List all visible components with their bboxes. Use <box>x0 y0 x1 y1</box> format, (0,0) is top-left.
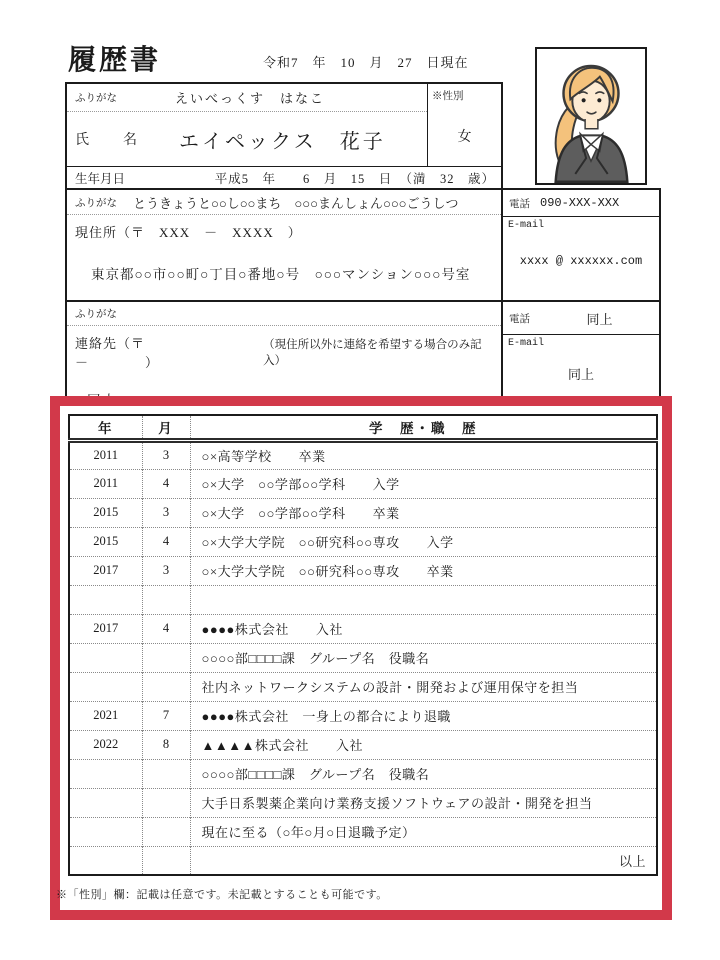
contact-phone-email-section <box>501 300 661 400</box>
month-cell: 8 <box>142 730 190 759</box>
gender-cell <box>427 84 501 166</box>
contact-section <box>65 300 503 400</box>
history-cell: ○×大学大学院 ○○研究科○○専攻 入学 <box>190 527 657 556</box>
phone-value: 090-XXX-XXX <box>540 196 620 210</box>
history-cell: ○×大学 ○○学部○○学科 卒業 <box>190 498 657 527</box>
table-row <box>69 730 657 759</box>
email-label: E-mail <box>508 220 545 231</box>
history-cell <box>190 585 657 614</box>
month-cell <box>142 585 190 614</box>
table-header-row <box>69 415 657 440</box>
month-header: 月 <box>142 415 190 440</box>
table-row <box>69 440 657 469</box>
name-row <box>67 112 427 166</box>
name-label: 氏 名 <box>75 133 139 148</box>
table-row <box>69 672 657 701</box>
table-row <box>69 759 657 788</box>
contact-label: 連絡先（〒 － ） <box>75 336 188 370</box>
table-row <box>69 614 657 643</box>
name-section <box>65 82 503 190</box>
history-cell: ○○○○部□□□□課 グループ名 役職名 <box>190 643 657 672</box>
history-cell: ○○○○部□□□□課 グループ名 役職名 <box>190 759 657 788</box>
photo-box <box>535 47 647 185</box>
month-cell <box>142 643 190 672</box>
month-cell: 4 <box>142 614 190 643</box>
contact-note: （現住所以外に連絡を希望する場合のみ記入） <box>263 339 482 367</box>
furigana-value: えいべっくす はなこ <box>175 91 326 106</box>
month-cell: 3 <box>142 556 190 585</box>
year-cell: 2011 <box>69 469 142 498</box>
month-cell: 4 <box>142 527 190 556</box>
month-cell <box>142 817 190 846</box>
year-cell <box>69 788 142 817</box>
history-cell: ▲▲▲▲株式会社 入社 <box>190 730 657 759</box>
month-cell: 3 <box>142 440 190 469</box>
history-cell: ○×大学 ○○学部○○学科 入学 <box>190 469 657 498</box>
table-row <box>69 788 657 817</box>
address-section <box>65 188 503 302</box>
history-cell: ○×高等学校 卒業 <box>201 449 326 464</box>
contact-phone-row <box>503 302 659 335</box>
furigana-label: ふりがな <box>75 309 117 320</box>
year-cell: 2015 <box>69 498 142 527</box>
table-row <box>69 817 657 846</box>
gender-footnote: ※「性別」欄：記載は任意です。未記載とすることも可能です。 <box>56 889 388 901</box>
address-furigana-row <box>67 190 501 215</box>
history-cell: ●●●●株式会社 一身上の都合により退職 <box>190 701 657 730</box>
email-cell <box>503 217 659 300</box>
birthdate-label: 生年月日 <box>75 171 126 186</box>
gender-label: ※性別 <box>432 91 464 102</box>
furigana-label: ふりがな <box>75 197 117 209</box>
phone-row <box>503 190 659 217</box>
year-cell: 2022 <box>69 730 142 759</box>
address-value: 東京都○○市○○町○丁目○番地○号 ○○○マンション○○○号室 <box>91 267 471 282</box>
month-cell <box>142 788 190 817</box>
contact-furigana-row <box>67 302 501 326</box>
name-furigana-row <box>67 84 427 112</box>
year-cell: 2021 <box>69 701 142 730</box>
year-cell <box>69 846 142 875</box>
history-highlight-box <box>50 396 672 920</box>
history-table-body <box>69 440 657 875</box>
current-date: 令和7 年 10 月 27 日現在 <box>263 55 469 70</box>
email-value: xxxx @ xxxxxx.com <box>519 253 643 268</box>
table-row <box>69 469 657 498</box>
email-label: E-mail <box>508 338 545 349</box>
year-header: 年 <box>69 415 142 440</box>
address-furigana-value: とうきょうと○○し○○まち ○○○まんしょん○○○ごうしつ <box>133 195 459 211</box>
year-cell <box>69 585 142 614</box>
month-cell: 7 <box>142 701 190 730</box>
history-cell: 社内ネットワークシステムの設計・開発および運用保守を担当 <box>190 672 657 701</box>
phone-email-section <box>501 188 661 302</box>
contact-email-value: 同上 <box>567 366 594 382</box>
year-cell: 2011 <box>69 440 142 469</box>
name-value: エイペックス 花子 <box>179 130 386 153</box>
table-row <box>69 846 657 875</box>
history-table <box>68 414 658 876</box>
month-cell <box>142 846 190 875</box>
page-title: 履歴書 <box>68 45 162 76</box>
history-cell: 以上 <box>190 846 657 875</box>
year-cell: 2015 <box>69 527 142 556</box>
history-cell: ●●●●株式会社 入社 <box>190 614 657 643</box>
table-row <box>69 527 657 556</box>
history-cell: 現在に至る（○年○月○日退職予定） <box>190 817 657 846</box>
month-cell: 3 <box>142 498 190 527</box>
year-cell <box>69 672 142 701</box>
table-row <box>69 585 657 614</box>
month-cell: 4 <box>142 469 190 498</box>
phone-label: 電話 <box>509 198 530 210</box>
birthdate-value: 平成5 年 6 月 15 日 （満 32 歳） <box>214 171 495 186</box>
birthdate-row <box>67 166 501 188</box>
year-cell <box>69 759 142 788</box>
contact-phone-value: 同上 <box>586 311 613 327</box>
year-cell: 2017 <box>69 556 142 585</box>
table-row <box>69 701 657 730</box>
address-label: 現住所（〒 XXX － XXXX ） <box>75 225 302 240</box>
year-cell: 2017 <box>69 614 142 643</box>
year-cell <box>69 643 142 672</box>
contact-email-cell <box>503 335 659 398</box>
gender-value: 女 <box>457 130 472 145</box>
contact-row <box>75 333 495 371</box>
furigana-label: ふりがな <box>75 93 117 104</box>
month-cell <box>142 672 190 701</box>
history-cell: ○×大学大学院 ○○研究科○○専攻 卒業 <box>190 556 657 585</box>
phone-label: 電話 <box>509 313 530 325</box>
table-row <box>69 498 657 527</box>
photo-avatar <box>537 49 645 183</box>
table-row <box>69 556 657 585</box>
history-header: 学 歴・職 歴 <box>190 415 657 440</box>
history-cell: 大手日系製薬企業向け業務支援ソフトウェアの設計・開発を担当 <box>190 788 657 817</box>
month-cell <box>142 759 190 788</box>
year-cell <box>69 817 142 846</box>
table-row <box>69 643 657 672</box>
